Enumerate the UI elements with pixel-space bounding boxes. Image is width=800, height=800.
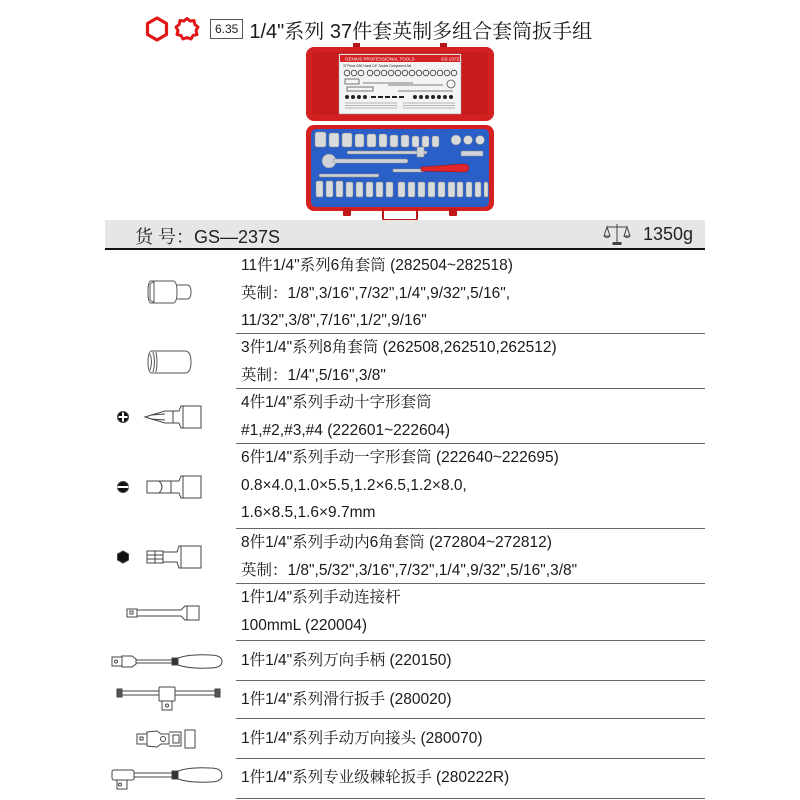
item-title: 1件1/4"系列手动连接杆 bbox=[241, 589, 401, 606]
row-divider bbox=[236, 798, 705, 799]
list-item bbox=[105, 681, 705, 719]
item-title: 8件1/4"系列手动内6角套筒 (272804~272812) bbox=[241, 534, 552, 551]
item-detail: 英制：1/8",3/16",7/32",1/4",9/32",5/16", bbox=[241, 284, 511, 302]
hex-bit-socket-icon bbox=[105, 529, 235, 584]
list-item bbox=[105, 389, 705, 444]
spec-band bbox=[105, 220, 705, 248]
list-item bbox=[105, 334, 705, 389]
weight bbox=[603, 223, 693, 245]
list-item bbox=[105, 759, 705, 799]
item-title: 6件1/4"系列手动一字形套筒 (222640~222695) bbox=[241, 449, 559, 466]
item-detail: #1,#2,#3,#4 (222601~222604) bbox=[241, 421, 451, 439]
item-detail: 0.8×4.0,1.0×5.5,1.2×6.5,1.2×8.0, bbox=[241, 476, 467, 494]
item-title: 11件1/4"系列6角套筒 (282504~282518) bbox=[241, 257, 513, 274]
ratchet-handle-icon bbox=[105, 759, 235, 799]
item-title: 1件1/4"系列万向手柄 (220150) bbox=[241, 652, 452, 669]
model-label: GS-237S bbox=[441, 56, 460, 62]
product-photo bbox=[303, 43, 497, 221]
list-item bbox=[105, 444, 705, 529]
item-detail: 英制：1/4",5/16",3/8" bbox=[241, 366, 386, 384]
universal-joint-icon bbox=[105, 719, 235, 759]
slotted-bit-socket-icon bbox=[105, 444, 235, 529]
item-title: 3件1/4"系列8角套筒 (262508,262510,262512) bbox=[241, 339, 557, 356]
sliding-t-bar-icon bbox=[105, 681, 235, 719]
item-title: 1件1/4"系列手动万向接头 (280070) bbox=[241, 730, 483, 747]
item-title: 1件1/4"系列滑行扳手 (280020) bbox=[241, 691, 452, 708]
hex-socket-outline-icon bbox=[144, 16, 170, 42]
item-detail: 100mmL (220004) bbox=[241, 616, 368, 634]
twelve-point-socket-outline-icon bbox=[174, 16, 200, 42]
item-detail: 11/32",3/8",7/16",1/2",9/16" bbox=[241, 312, 427, 329]
balance-scale-icon bbox=[603, 223, 631, 245]
item-title: 1件1/4"系列专业级棘轮扳手 (280222R) bbox=[241, 769, 510, 786]
drive-size-label: 6.35 bbox=[210, 19, 243, 39]
header bbox=[144, 14, 592, 44]
item-code: 货 号：GS—237S bbox=[135, 227, 281, 247]
list-item bbox=[105, 529, 705, 584]
flex-handle-icon bbox=[105, 641, 235, 681]
list-item bbox=[105, 584, 705, 641]
twelve-point-socket-icon bbox=[105, 334, 235, 389]
brand-label: GENIUS PROFESSIONAL TOOLS bbox=[345, 56, 415, 62]
page-title: 1/4"系列 37件套英制多组合套筒扳手组 bbox=[249, 20, 593, 43]
list-item bbox=[105, 641, 705, 681]
set-label: 37 Piece SAE Hand 1/4" Socket Component Set bbox=[343, 64, 412, 68]
list-item bbox=[105, 250, 705, 334]
phillips-bit-socket-icon bbox=[105, 389, 235, 444]
extension-bar-icon bbox=[105, 584, 235, 641]
list-item bbox=[105, 719, 705, 759]
item-detail: 1.6×8.5,1.6×9.7mm bbox=[241, 504, 376, 521]
weight-value: 1350g bbox=[642, 223, 693, 244]
hex-socket-icon bbox=[105, 250, 235, 334]
item-detail: 英制：1/8",5/32",3/16",7/32",1/4",9/32",5/16",3/8" bbox=[241, 561, 578, 579]
item-title: 4件1/4"系列手动十字形套筒 bbox=[241, 394, 432, 411]
